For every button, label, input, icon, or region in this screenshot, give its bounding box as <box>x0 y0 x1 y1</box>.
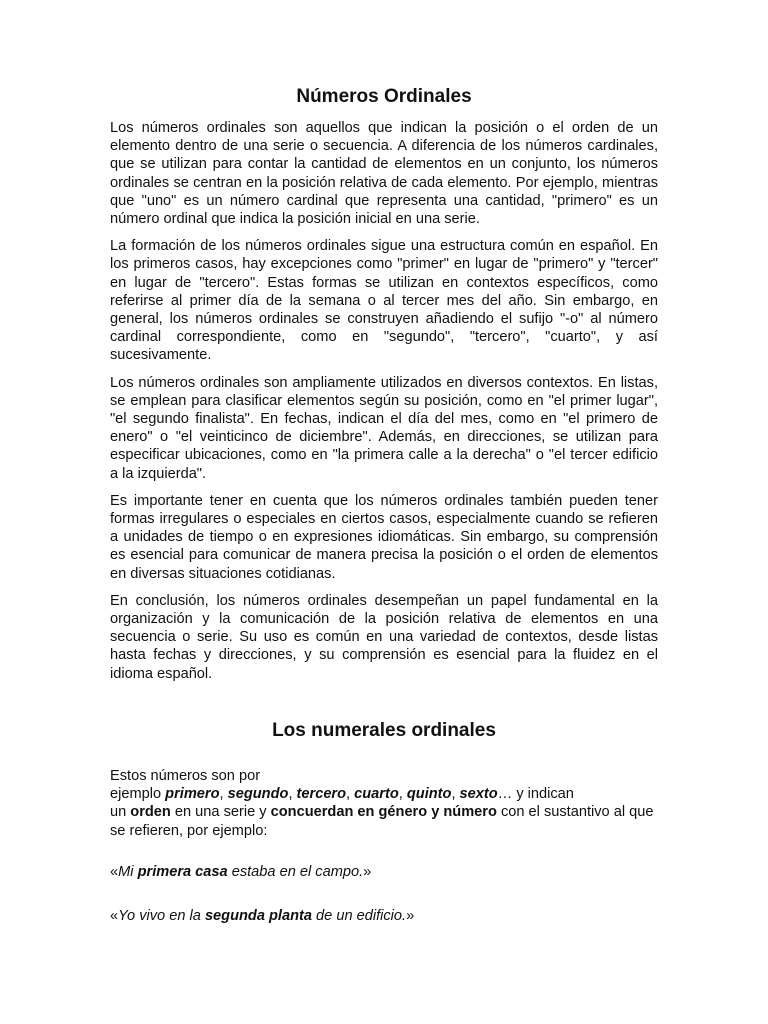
example-1-pre: Mi <box>118 864 138 880</box>
section-intro <box>110 767 670 840</box>
term-concuerdan: concuerdan en género y número <box>270 804 497 821</box>
example-2-highlight: segunda planta <box>204 908 312 924</box>
ordinal-sexto: sexto <box>459 786 498 803</box>
ordinal-segundo: segundo <box>227 786 289 803</box>
paragraph-irregular-forms: Es importante tener en cuenta que los números ordinales también pueden tener formas irregulares o especiales en ciertos casos, especialmente cuando se refieren a unidades de tiempo o en expresiones idiomáticas. Sin embargo, su comprensión es esencial para comunicar de manera precisa la posición o el orden de elementos en diversas situaciones cotidianas. <box>110 492 658 582</box>
intro-en-una-serie: en una serie y <box>170 804 271 821</box>
ordinal-primero: primero <box>165 786 220 803</box>
paragraph-formation: La formación de los números ordinales sigue una estructura común en español. En los primeros casos, hay excepciones como "primer" en lugar de "primero" y "tercer" en lugar de "tercero". Estas formas se utilizan en contextos específicos, como referirse al primer día de la semana o al tercer mes del año. Sin embargo, en general, los números ordinales se construyen añadiendo el sufijo "-o" al número cardinal correspondiente, como en "segundo", "tercero", "cuarto", y así sucesivamente. <box>110 238 658 364</box>
example-sentence-2 <box>110 907 658 925</box>
example-1-highlight: primera casa <box>137 864 228 880</box>
quote-open: « <box>110 908 119 924</box>
intro-ejemplo: ejemplo <box>110 786 166 803</box>
paragraph-conclusion: En conclusión, los números ordinales desempeñan un papel fundamental en la organización y la comunicación de la posición relativa de elementos en una secuencia o serie. Su uso es común en una variedad de contextos, desde listas hasta fechas y direcciones, y su comprensión es esencial para la fluidez en el idioma español. <box>110 592 658 682</box>
term-orden: orden <box>130 804 171 821</box>
document-body <box>110 119 658 692</box>
ordinal-quinto: quinto <box>406 786 452 803</box>
separator: , <box>398 786 407 803</box>
ordinal-tercero: tercero <box>296 786 347 803</box>
intro-un: un <box>110 804 131 821</box>
ordinal-cuarto: cuarto <box>354 786 399 803</box>
paragraph-usage: Los números ordinales son ampliamente utilizados en diversos contextos. En listas, se emplean para clasificar elementos según su posición, como en "el primer lugar", "el segundo finalista". En fechas, indican el día del mes, como en "el primero de enero" o "el veinticinco de diciembre". Además, en direcciones, se utilizan para especificar ubicaciones, como en "la primera calle a la derecha" o "el tercer edificio a la izquierda". <box>110 374 658 482</box>
section-heading: Los numerales ordinales <box>272 720 496 741</box>
quote-close: » <box>406 908 415 924</box>
intro-tail: con el sustantivo al que se refieren, por ejemplo: <box>110 804 654 839</box>
example-1-post: estaba en el campo. <box>227 864 364 880</box>
example-2-post: de un edificio. <box>311 908 407 924</box>
quote-open: « <box>110 864 119 880</box>
separator: , <box>451 786 460 803</box>
example-sentence-1 <box>110 863 658 881</box>
example-2-pre: Yo vivo en la <box>118 908 205 924</box>
quote-close: » <box>363 864 372 880</box>
separator: , <box>346 786 355 803</box>
separator: , <box>288 786 297 803</box>
paragraph-definition: Los números ordinales son aquellos que indican la posición o el orden de un elemento dentro de una serie o secuencia. A diferencia de los números cardinales, que se utilizan para contar la cantidad de elementos en un conjunto, los números ordinales se centran en la posición relativa de cada elemento. Por ejemplo, mientras que "uno" es un número cardinal que representa una cantidad, "primero" es un número ordinal que indica la posición inicial en una serie. <box>110 120 658 228</box>
document-title: Números Ordinales <box>296 86 472 107</box>
intro-line1: Estos números son por <box>110 768 261 784</box>
intro-ellipsis: … y indican <box>497 786 574 803</box>
separator: , <box>219 786 228 803</box>
